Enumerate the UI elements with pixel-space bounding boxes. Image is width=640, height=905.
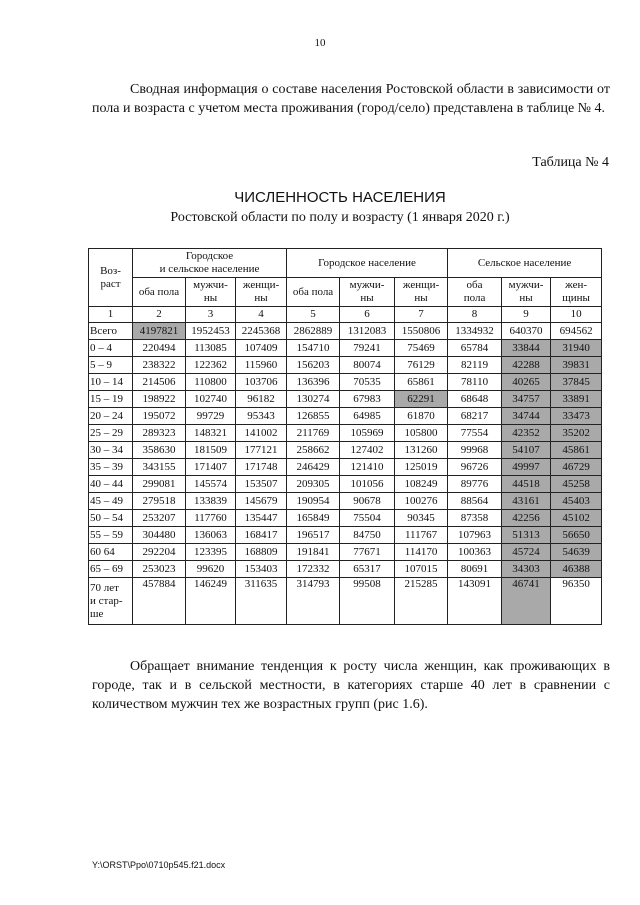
column-number-3: 3 — [186, 307, 236, 323]
column-number-7: 7 — [395, 307, 448, 323]
column-number-8: 8 — [448, 307, 502, 323]
table-row — [89, 459, 602, 476]
column-number-1: 1 — [89, 307, 133, 323]
header-subcol-10: жен- щины — [551, 278, 602, 307]
value-cell: 80691 — [448, 561, 502, 578]
table-row — [89, 323, 602, 340]
value-cell: 100363 — [448, 544, 502, 561]
value-cell: 105800 — [395, 425, 448, 442]
value-cell: 156203 — [287, 357, 340, 374]
value-cell: 145679 — [236, 493, 287, 510]
value-cell: 65784 — [448, 340, 502, 357]
value-cell: 61870 — [395, 408, 448, 425]
value-cell: 51313 — [502, 527, 551, 544]
age-group-cell: 25 – 29 — [89, 425, 133, 442]
header-group-rural: Сельское население — [448, 249, 602, 278]
value-cell: 70535 — [340, 374, 395, 391]
value-cell: 54107 — [502, 442, 551, 459]
value-cell: 39831 — [551, 357, 602, 374]
value-cell: 67983 — [340, 391, 395, 408]
value-cell: 209305 — [287, 476, 340, 493]
value-cell: 103706 — [236, 374, 287, 391]
header-row-1 — [89, 249, 602, 278]
value-cell: 56650 — [551, 527, 602, 544]
value-cell: 172332 — [287, 561, 340, 578]
value-cell: 77671 — [340, 544, 395, 561]
value-cell: 62291 — [395, 391, 448, 408]
value-cell: 1550806 — [395, 323, 448, 340]
value-cell: 115960 — [236, 357, 287, 374]
value-cell: 121410 — [340, 459, 395, 476]
value-cell: 105969 — [340, 425, 395, 442]
table-row — [89, 561, 602, 578]
value-cell: 246429 — [287, 459, 340, 476]
age-group-cell: 20 – 24 — [89, 408, 133, 425]
table-row — [89, 527, 602, 544]
value-cell: 88564 — [448, 493, 502, 510]
header-subcol-7: женщи- ны — [395, 278, 448, 307]
value-cell: 299081 — [133, 476, 186, 493]
table-row — [89, 340, 602, 357]
value-cell: 145574 — [186, 476, 236, 493]
value-cell: 107015 — [395, 561, 448, 578]
age-group-cell: 65 – 69 — [89, 561, 133, 578]
value-cell: 146249 — [186, 578, 236, 625]
value-cell: 214506 — [133, 374, 186, 391]
header-subcol-3: мужчи- ны — [186, 278, 236, 307]
header-group-urban: Городское население — [287, 249, 448, 278]
header-subcol-2: оба пола — [133, 278, 186, 307]
outro-paragraph — [92, 657, 610, 714]
value-cell: 168809 — [236, 544, 287, 561]
value-cell: 2245368 — [236, 323, 287, 340]
value-cell: 127402 — [340, 442, 395, 459]
value-cell: 215285 — [395, 578, 448, 625]
value-cell: 177121 — [236, 442, 287, 459]
value-cell: 64985 — [340, 408, 395, 425]
value-cell: 54639 — [551, 544, 602, 561]
value-cell: 148321 — [186, 425, 236, 442]
value-cell: 314793 — [287, 578, 340, 625]
value-cell: 130274 — [287, 391, 340, 408]
value-cell: 131260 — [395, 442, 448, 459]
value-cell: 77554 — [448, 425, 502, 442]
value-cell: 34303 — [502, 561, 551, 578]
value-cell: 640370 — [502, 323, 551, 340]
value-cell: 196517 — [287, 527, 340, 544]
header-subcol-4: женщи- ны — [236, 278, 287, 307]
value-cell: 171407 — [186, 459, 236, 476]
value-cell: 181509 — [186, 442, 236, 459]
value-cell: 311635 — [236, 578, 287, 625]
age-group-cell: 60 64 — [89, 544, 133, 561]
table-row — [89, 544, 602, 561]
value-cell: 238322 — [133, 357, 186, 374]
value-cell: 195072 — [133, 408, 186, 425]
value-cell: 99620 — [186, 561, 236, 578]
value-cell: 126855 — [287, 408, 340, 425]
value-cell: 110800 — [186, 374, 236, 391]
value-cell: 49997 — [502, 459, 551, 476]
value-cell: 76129 — [395, 357, 448, 374]
value-cell: 358630 — [133, 442, 186, 459]
table-row — [89, 578, 602, 625]
age-group-cell: 0 – 4 — [89, 340, 133, 357]
value-cell: 153403 — [236, 561, 287, 578]
value-cell: 45403 — [551, 493, 602, 510]
header-subcol-9: мужчи- ны — [502, 278, 551, 307]
column-number-2: 2 — [133, 307, 186, 323]
value-cell: 65861 — [395, 374, 448, 391]
table-row — [89, 476, 602, 493]
value-cell: 135447 — [236, 510, 287, 527]
value-cell: 141002 — [236, 425, 287, 442]
value-cell: 253207 — [133, 510, 186, 527]
value-cell: 122362 — [186, 357, 236, 374]
header-group-total: Городское и сельское население — [133, 249, 287, 278]
value-cell: 136063 — [186, 527, 236, 544]
value-cell: 35202 — [551, 425, 602, 442]
column-number-6: 6 — [340, 307, 395, 323]
value-cell: 343155 — [133, 459, 186, 476]
value-cell: 191841 — [287, 544, 340, 561]
value-cell: 304480 — [133, 527, 186, 544]
value-cell: 1952453 — [186, 323, 236, 340]
value-cell: 102740 — [186, 391, 236, 408]
value-cell: 190954 — [287, 493, 340, 510]
age-group-cell: 5 – 9 — [89, 357, 133, 374]
value-cell: 90678 — [340, 493, 395, 510]
value-cell: 133839 — [186, 493, 236, 510]
value-cell: 96350 — [551, 578, 602, 625]
value-cell: 46741 — [502, 578, 551, 625]
outro-text: Обращает внимание тенденция к росту числа женщин, как проживающих в городе, так и в сельской местности, в категориях старше 40 лет в сравнении с количеством мужчин тех же возрастных групп (рис 1.6). — [92, 659, 610, 712]
value-cell: 113085 — [186, 340, 236, 357]
value-cell: 289323 — [133, 425, 186, 442]
value-cell: 42288 — [502, 357, 551, 374]
value-cell: 136396 — [287, 374, 340, 391]
age-group-cell: 30 – 34 — [89, 442, 133, 459]
value-cell: 198922 — [133, 391, 186, 408]
age-group-cell: 10 – 14 — [89, 374, 133, 391]
value-cell: 279518 — [133, 493, 186, 510]
header-subcol-6: мужчи- ны — [340, 278, 395, 307]
intro-paragraph — [92, 80, 610, 118]
value-cell: 154710 — [287, 340, 340, 357]
value-cell: 117760 — [186, 510, 236, 527]
value-cell: 45102 — [551, 510, 602, 527]
age-group-cell: 50 – 54 — [89, 510, 133, 527]
value-cell: 82119 — [448, 357, 502, 374]
column-number-10: 10 — [551, 307, 602, 323]
value-cell: 292204 — [133, 544, 186, 561]
value-cell: 114170 — [395, 544, 448, 561]
value-cell: 107963 — [448, 527, 502, 544]
table-row — [89, 510, 602, 527]
value-cell: 123395 — [186, 544, 236, 561]
age-group-cell: 40 – 44 — [89, 476, 133, 493]
column-number-4: 4 — [236, 307, 287, 323]
value-cell: 45724 — [502, 544, 551, 561]
value-cell: 165849 — [287, 510, 340, 527]
value-cell: 44518 — [502, 476, 551, 493]
value-cell: 80074 — [340, 357, 395, 374]
value-cell: 171748 — [236, 459, 287, 476]
value-cell: 34757 — [502, 391, 551, 408]
value-cell: 99968 — [448, 442, 502, 459]
header-age: Воз- раст — [89, 249, 133, 307]
value-cell: 46388 — [551, 561, 602, 578]
table-label: Таблица № 4 — [532, 155, 609, 170]
age-group-cell: Всего — [89, 323, 133, 340]
value-cell: 90345 — [395, 510, 448, 527]
value-cell: 694562 — [551, 323, 602, 340]
value-cell: 43161 — [502, 493, 551, 510]
table-row — [89, 425, 602, 442]
value-cell: 253023 — [133, 561, 186, 578]
value-cell: 33473 — [551, 408, 602, 425]
value-cell: 143091 — [448, 578, 502, 625]
value-cell: 1312083 — [340, 323, 395, 340]
page-number: 10 — [314, 37, 326, 49]
age-group-cell: 55 – 59 — [89, 527, 133, 544]
value-cell: 125019 — [395, 459, 448, 476]
age-group-cell: 15 – 19 — [89, 391, 133, 408]
value-cell: 45258 — [551, 476, 602, 493]
table-row — [89, 493, 602, 510]
value-cell: 75469 — [395, 340, 448, 357]
value-cell: 100276 — [395, 493, 448, 510]
value-cell: 96182 — [236, 391, 287, 408]
value-cell: 31940 — [551, 340, 602, 357]
value-cell: 99729 — [186, 408, 236, 425]
column-number-5: 5 — [287, 307, 340, 323]
value-cell: 84750 — [340, 527, 395, 544]
value-cell: 211769 — [287, 425, 340, 442]
population-table — [88, 248, 602, 625]
value-cell: 45861 — [551, 442, 602, 459]
value-cell: 46729 — [551, 459, 602, 476]
header-subcol-5: оба пола — [287, 278, 340, 307]
intro-text: Сводная информация о составе населения Ростовской области в зависимости от пола и возраста с учетом места проживания (город/село) представлена в таблице № 4. — [92, 82, 610, 116]
table-row — [89, 391, 602, 408]
header-subcol-8: оба пола — [448, 278, 502, 307]
table-title: ЧИСЛЕННОСТЬ НАСЕЛЕНИЯ — [234, 189, 446, 206]
value-cell: 42352 — [502, 425, 551, 442]
value-cell: 68217 — [448, 408, 502, 425]
value-cell: 101056 — [340, 476, 395, 493]
value-cell: 153507 — [236, 476, 287, 493]
value-cell: 220494 — [133, 340, 186, 357]
value-cell: 33844 — [502, 340, 551, 357]
header-col-numbers — [89, 307, 602, 323]
value-cell: 78110 — [448, 374, 502, 391]
value-cell: 1334932 — [448, 323, 502, 340]
table-subtitle: Ростовской области по полу и возрасту (1 января 2020 г.) — [170, 210, 510, 225]
table-row — [89, 357, 602, 374]
header-row-2 — [89, 278, 602, 307]
value-cell: 42256 — [502, 510, 551, 527]
value-cell: 99508 — [340, 578, 395, 625]
value-cell: 457884 — [133, 578, 186, 625]
value-cell: 4197821 — [133, 323, 186, 340]
value-cell: 37845 — [551, 374, 602, 391]
age-group-cell: 70 лет и стар- ше — [89, 578, 133, 625]
value-cell: 258662 — [287, 442, 340, 459]
value-cell: 96726 — [448, 459, 502, 476]
footer-file-path: Y:\ORST\Ppo\0710p545.f21.docx — [92, 860, 226, 870]
column-number-9: 9 — [502, 307, 551, 323]
value-cell: 87358 — [448, 510, 502, 527]
value-cell: 33891 — [551, 391, 602, 408]
value-cell: 111767 — [395, 527, 448, 544]
age-group-cell: 35 – 39 — [89, 459, 133, 476]
value-cell: 40265 — [502, 374, 551, 391]
value-cell: 79241 — [340, 340, 395, 357]
value-cell: 2862889 — [287, 323, 340, 340]
age-group-cell: 45 – 49 — [89, 493, 133, 510]
table-row — [89, 374, 602, 391]
value-cell: 68648 — [448, 391, 502, 408]
value-cell: 65317 — [340, 561, 395, 578]
value-cell: 95343 — [236, 408, 287, 425]
value-cell: 107409 — [236, 340, 287, 357]
value-cell: 75504 — [340, 510, 395, 527]
value-cell: 89776 — [448, 476, 502, 493]
value-cell: 34744 — [502, 408, 551, 425]
value-cell: 108249 — [395, 476, 448, 493]
value-cell: 168417 — [236, 527, 287, 544]
table-row — [89, 408, 602, 425]
table-row — [89, 442, 602, 459]
